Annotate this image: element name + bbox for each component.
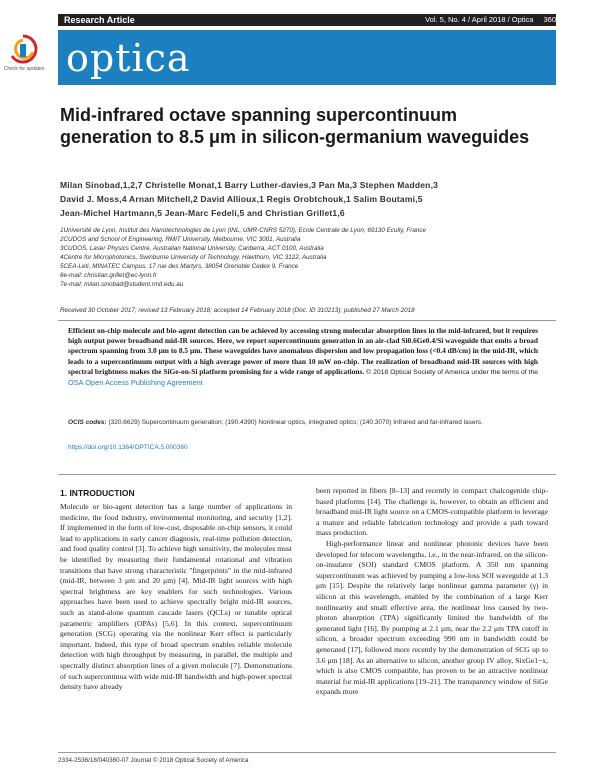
journal-logo: optica <box>66 36 191 80</box>
license-link[interactable]: OSA Open Access Publishing Agreement <box>68 378 203 388</box>
check-for-updates-label[interactable]: Check for updates <box>3 66 45 72</box>
paragraph: Molecule or bio-agent detection has a large number of applications in medicine, the food industry, environmental monitoring, and security [1,2]. If implemented in the form of low-cost, disposable on-chip sensors, it could lead to applications in early cancer diagnosis, real-time pollution detection, and food quality control [3]. To achieve high sensitivity, the molecules must be identified by measuring their fundamental rotational and vibration transitions that have strong characteristic "fingerprints" in the mid-infrared (mid-IR, between 3 μm and 20 μm) [4]. Mid-IR light sources with high spectral brightness are key enablers for such technologies. Various approaches have been used to achieve spectrally bright mid-IR sources, such as stand-alone quantum cascade lasers (QCLs) or tunable optical parametric amplifiers (OPAs) [5,6]. In this context, supercontinuum generation (SCG) operating via the nonlinear Kerr effect is particularly important. Indeed, this type of broad spectrum enables reliable molecule detection with high throughput by measuring, in parallel, the multiple and spectrally distinct absorption lines of a given molecule [7]. Demonstrations of such supercontinua with wide mid-IR bandwidth and high-power spectral density have already <box>60 502 292 692</box>
doi-link[interactable]: https://doi.org/10.1364/OPTICA.5.000360 <box>68 444 188 451</box>
journal-issue: Vol. 5, No. 4 / April 2018 / Optica <box>425 15 534 24</box>
journal-info <box>425 14 556 26</box>
author-line: David J. Moss,4 Arnan Mitchell,2 David Allioux,1 Regis Orobtchouk,1 Salim Boutami,5 <box>60 194 423 204</box>
paragraph: High-performance linear and nonlinear photonic devices have been developed for telecom wavelengths, i.e., in the near-infrared, on the silicon-on-insulator (SOI) standard CMOS platform. A 350 nm spanning supercontinuum was achieved by pumping a low-loss SOI waveguide at 1.3 μm [15]. Despite the relatively large nonlinear gamma parameter (γ) in silicon at this wavelength, enabled by the combination of a large Kerr nonlinearity and small effective area, the nonlinear loss caused by two-photon absorption (TPA) significantly limited the bandwidth of the generated light [16]. By pumping at 2.1 μm, near the 2.2 μm TPA cutoff in silicon, a broader spectrum exceeding 990 nm in bandwidth could be generated [17], followed more recently by the demonstration of SCG up to 3.6 μm [18]. As an alternative to silicon, another group IV alloy, SixGe1−x, which is also CMOS compatible, has proven to be an attractive nonlinear material for mid-IR applications [19–21]. The transparency window of SiGe expands more <box>316 538 548 697</box>
right-column <box>316 486 548 698</box>
footer: 2334-2536/18/040360-07 Journal © 2018 Optical Society of America <box>58 757 249 764</box>
affiliation: 2CUDOS and School of Engineering, RMIT University, Melbourne, VIC 3001, Australia <box>60 236 301 243</box>
author-line: Jean-Michel Hartmann,5 Jean-Marc Fedeli,5 and Christian Grillet1,6 <box>60 208 345 218</box>
ocis-label: OCIS codes: <box>68 419 107 426</box>
section-heading: 1. INTRODUCTION <box>60 488 135 498</box>
check-for-updates-icon[interactable] <box>8 34 38 70</box>
abstract-text: Efficient on-chip molecule and bio-agent detection can be achieved by accessing strong molecular absorption lines in the mid-infrared, but it requires high output power broadband mid-IR sources. Here, we report supercontinuum generation in an air-clad Si0.6Ge0.4/Si waveguide that emits a broad spectrum spanning from 3.0 μm to 8.5 μm. These waveguides have anomalous dispersion and low propagation loss (<0.4 dB/cm) in the mid-IR, which leads to a supercontinuum output with a high average power of more than 10 mW on-chip. The realization of broadband mid-IR sources with high spectral brightness makes the SiGe-on-Si platform promising for a wide range of applications. <box>68 326 538 376</box>
divider <box>58 752 556 753</box>
author-line: Milan Sinobad,1,2,7 Christelle Monat,1 Barry Luther-davies,3 Pan Ma,3 Stephen Madden,3 <box>60 180 439 190</box>
received-dates: Received 30 October 2017; revised 13 February 2018; accepted 14 February 2018 (Doc. ID 310213); published 27 March 2018 <box>60 307 415 314</box>
email[interactable]: 7e-mail: milan.sinobad@student.rmit.edu.au <box>60 281 184 288</box>
divider <box>58 320 556 321</box>
page-number: 360 <box>543 15 556 24</box>
divider <box>58 474 556 475</box>
affiliation: 1Université de Lyon, Institut des Nanotechnologies de Lyon (INL, UMR-CNRS 5270), Ecole Centrale de Lyon, 69130 Ecully, France <box>60 227 427 234</box>
affiliation: 5CEA-Leti, MINATEC Campus, 17 rue des Martyrs, 38054 Grenoble Cedex 9, France <box>60 263 299 270</box>
affiliation: 3CUDOS, Laser Physics Centre, Australian National University, Canberra, ACT 0100, Australia <box>60 245 324 252</box>
left-column <box>60 502 292 693</box>
abstract <box>68 326 538 388</box>
affiliation-list <box>60 226 550 289</box>
abstract-copyright: © 2018 Optical Society of America under the terms of the <box>364 368 539 376</box>
paragraph: been reported in fibers [8–13] and recently in compact chalcogenide chip-based platforms [14]. The challenge is, however, to obtain an efficient and broadband mid-IR light source on a CMOS-compatible platform to leverage a mature and reliable fabrication technology and provide a path toward mass production. <box>316 486 548 538</box>
ocis-codes <box>68 418 538 427</box>
affiliation: 4Centre for Microphotonics, Swinburne University of Technology, Hawthorn, VIC 3122, Australia <box>60 254 327 261</box>
email[interactable]: 6e-mail: christian.grillet@ec-lyon.fr <box>60 272 157 279</box>
paper-title: Mid-infrared octave spanning supercontinuum generation to 8.5 μm in silicon-germanium waveguides <box>60 105 530 147</box>
ocis-text: (320.6629) Supercontinuum generation; (190.4390) Nonlinear optics, integrated optics; (140.3070) Infrared and far-infrared lasers. <box>106 419 483 426</box>
section-label: Research Article <box>64 15 135 25</box>
author-list <box>60 178 550 220</box>
